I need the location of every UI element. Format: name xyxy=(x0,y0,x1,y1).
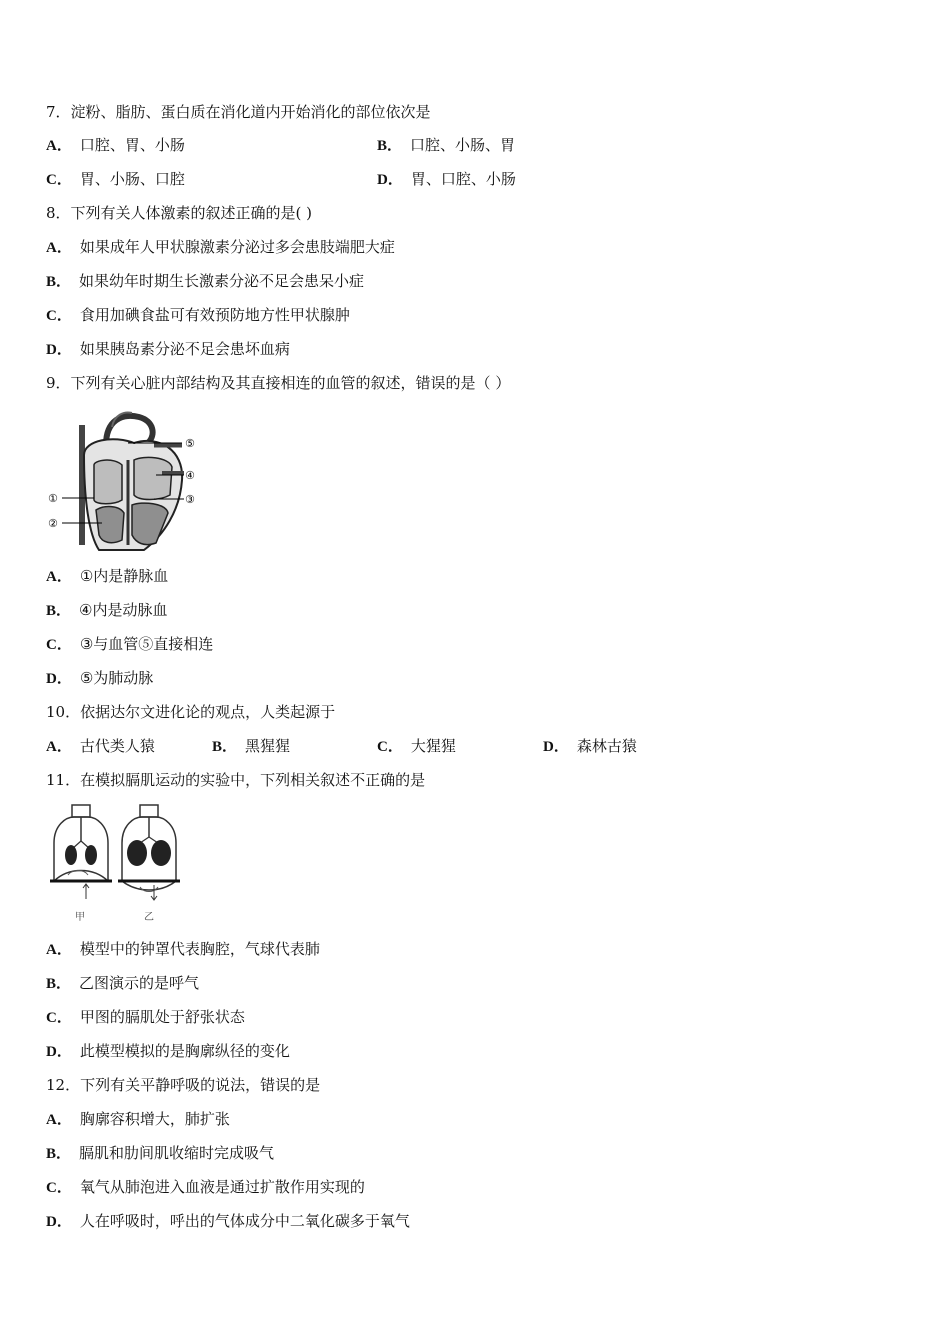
q11-option-b xyxy=(46,973,199,994)
option-label: C． xyxy=(377,739,403,755)
q8-option-a xyxy=(46,237,395,258)
option-label: C． xyxy=(46,1180,72,1196)
question-11-stem: 11．在模拟膈肌运动的实验中，下列相关叙述不正确的是 xyxy=(46,771,426,789)
q12-option-a xyxy=(46,1109,230,1130)
option-label: A． xyxy=(46,240,72,256)
option-label: A． xyxy=(46,138,72,154)
option-text: 黑猩猩 xyxy=(245,737,291,755)
option-label: A． xyxy=(46,942,72,958)
option-text: 胃、小肠、口腔 xyxy=(79,170,185,188)
question-9-stem: 9．下列有关心脏内部结构及其直接相连的血管的叙述，错误的是（ ） xyxy=(46,374,511,392)
heart-diagram xyxy=(44,405,204,555)
q11-option-a xyxy=(46,939,320,960)
label-yi: 乙 xyxy=(144,912,154,923)
q7-option-b xyxy=(377,135,515,156)
option-text: 膈肌和肋间肌收缩时完成吸气 xyxy=(79,1144,275,1162)
option-label: D． xyxy=(377,172,403,188)
option-text: 甲图的膈肌处于舒张状态 xyxy=(79,1008,245,1026)
option-label: D． xyxy=(543,739,569,755)
option-text: 胸廓容积增大，肺扩张 xyxy=(79,1110,230,1128)
option-text: 口腔、胃、小肠 xyxy=(79,136,185,154)
heart-label-5: ⑤ xyxy=(185,437,195,450)
q11-option-d xyxy=(46,1041,290,1062)
q10-option-c xyxy=(377,736,456,757)
option-label: B． xyxy=(46,1146,72,1162)
option-text: 古代类人猿 xyxy=(79,737,155,755)
option-label: B． xyxy=(46,976,72,992)
option-text: 大猩猩 xyxy=(410,737,456,755)
q9-option-c xyxy=(46,634,213,655)
option-text: 模型中的钟罩代表胸腔，气球代表肺 xyxy=(79,940,320,958)
q7-option-c xyxy=(46,169,185,190)
option-label: D． xyxy=(46,1214,72,1230)
option-text: ④内是动脉血 xyxy=(79,601,168,619)
option-label: D． xyxy=(46,342,72,358)
option-text: 如果胰岛素分泌不足会患坏血病 xyxy=(79,340,290,358)
q8-option-c xyxy=(46,305,350,326)
option-text: 森林古猿 xyxy=(576,737,637,755)
option-label: A． xyxy=(46,1112,72,1128)
q12-option-d xyxy=(46,1211,410,1232)
q10-option-b xyxy=(212,736,290,757)
q12-option-b xyxy=(46,1143,274,1164)
option-text: 人在呼吸时，呼出的气体成分中二氧化碳多于氧气 xyxy=(79,1212,410,1230)
option-text: 此模型模拟的是胸廓纵径的变化 xyxy=(79,1042,290,1060)
option-label: B． xyxy=(46,274,72,290)
heart-label-2: ② xyxy=(48,517,58,530)
label-jia: 甲 xyxy=(75,912,85,923)
option-text: 胃、口腔、小肠 xyxy=(410,170,516,188)
option-text: ⑤为肺动脉 xyxy=(79,669,154,687)
heart-label-3: ③ xyxy=(185,493,195,506)
option-text: 口腔、小肠、胃 xyxy=(410,136,516,154)
q9-option-b xyxy=(46,600,167,621)
q8-option-d xyxy=(46,339,290,360)
heart-label-1: ① xyxy=(48,492,58,505)
option-text: 氧气从肺泡进入血液是通过扩散作用实现的 xyxy=(79,1178,365,1196)
option-text: 如果幼年时期生长激素分泌不足会患呆小症 xyxy=(79,272,365,290)
option-label: C． xyxy=(46,172,72,188)
option-label: D． xyxy=(46,671,72,687)
option-text: ③与血管⑤直接相连 xyxy=(79,635,214,653)
option-label: C． xyxy=(46,308,72,324)
q10-option-d xyxy=(543,736,637,757)
diaphragm-model-diagram xyxy=(44,803,180,925)
option-text: 乙图演示的是呼气 xyxy=(79,974,200,992)
question-7-stem: 7．淀粉、脂肪、蛋白质在消化道内开始消化的部位依次是 xyxy=(46,103,431,121)
option-label: B． xyxy=(377,138,403,154)
option-text: ①内是静脉血 xyxy=(79,567,169,585)
q9-option-d xyxy=(46,668,153,689)
q7-option-a xyxy=(46,135,185,156)
q10-option-a xyxy=(46,736,155,757)
option-text: 如果成年人甲状腺激素分泌过多会患肢端肥大症 xyxy=(79,238,395,256)
heart-label-4: ④ xyxy=(185,469,195,482)
bell-jar-yi xyxy=(118,805,180,900)
bell-jar-jia xyxy=(50,805,112,899)
q8-option-b xyxy=(46,271,364,292)
question-10-stem: 10．依据达尔文进化论的观点，人类起源于 xyxy=(46,703,336,721)
q7-option-d xyxy=(377,169,516,190)
option-label: A． xyxy=(46,569,72,585)
question-12-stem: 12．下列有关平静呼吸的说法，错误的是 xyxy=(46,1076,321,1094)
option-label: A． xyxy=(46,739,72,755)
option-label: B． xyxy=(212,739,238,755)
option-label: D． xyxy=(46,1044,72,1060)
option-label: B． xyxy=(46,603,72,619)
option-label: C． xyxy=(46,637,72,653)
option-text: 食用加碘食盐可有效预防地方性甲状腺肿 xyxy=(79,306,350,324)
q12-option-c xyxy=(46,1177,365,1198)
q9-option-a xyxy=(46,566,168,587)
question-8-stem: 8．下列有关人体激素的叙述正确的是( ) xyxy=(46,204,313,222)
option-label: C． xyxy=(46,1010,72,1026)
q11-option-c xyxy=(46,1007,245,1028)
